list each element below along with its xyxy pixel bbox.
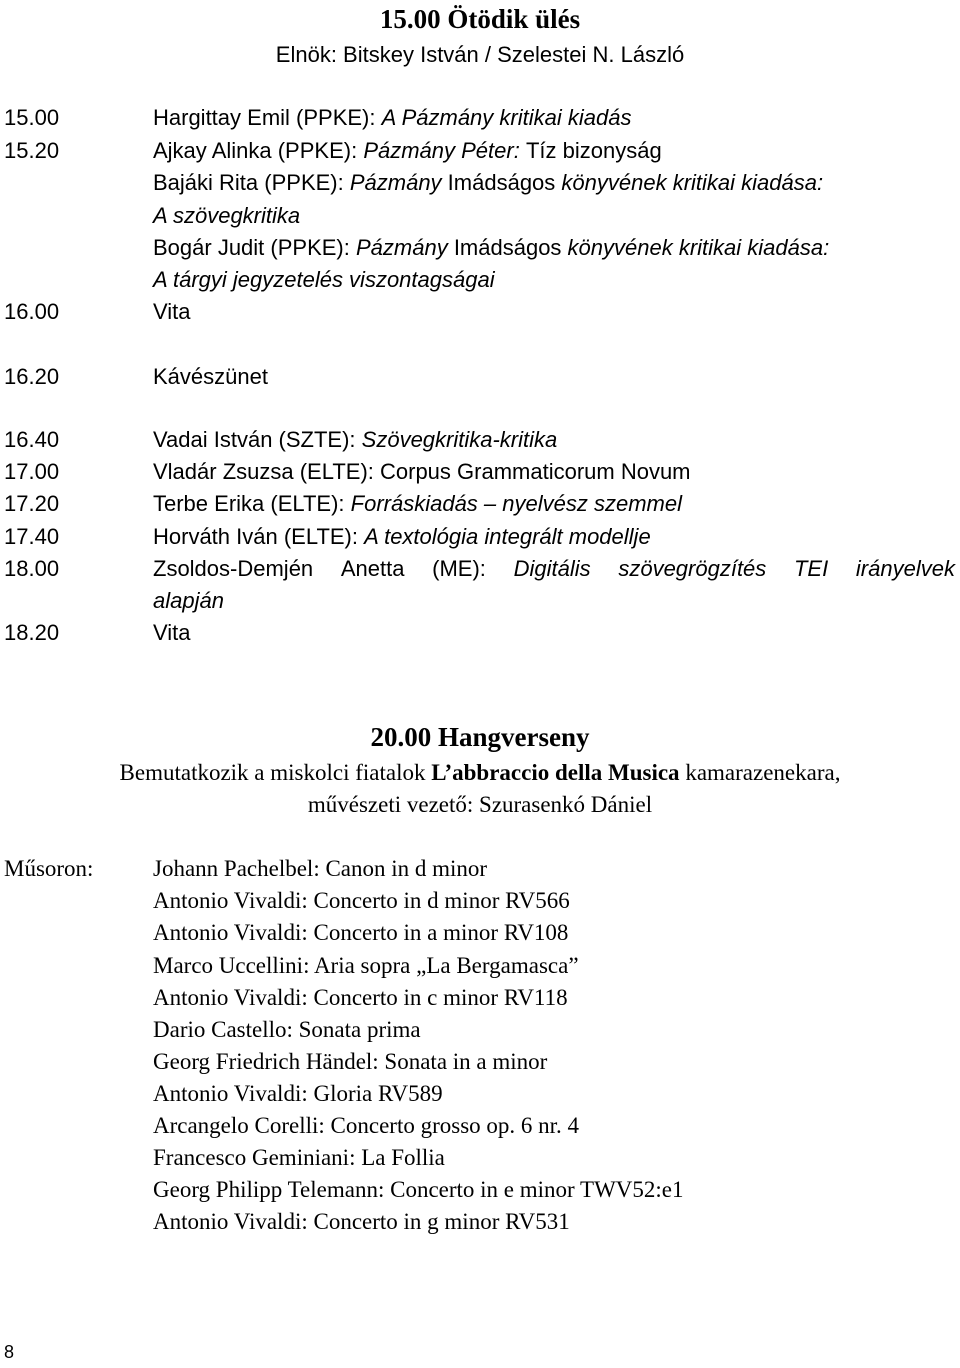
time-1600: 16.00 [4, 299, 60, 324]
talk-title-word: TEI [793, 556, 829, 581]
program-item [153, 140, 662, 162]
talk-title-line2: alapján [153, 588, 224, 613]
concert-intro-text: kamarazenekara, [679, 760, 841, 785]
time-1520: 15.20 [4, 138, 60, 163]
speaker-word: (ME): [432, 556, 486, 581]
speaker: Bogár Judit (PPKE): [153, 235, 356, 260]
talk-title: Szövegkritika-kritika [361, 427, 558, 452]
session-title: 15.00 Ötödik ülés [379, 4, 581, 34]
program-label: Műsoron: [4, 856, 94, 881]
discussion-label: Vita [153, 299, 191, 324]
time-1700: 17.00 [4, 459, 60, 484]
speaker: Bajáki Rita (PPKE): [153, 170, 350, 195]
talk-title: A textológia integrált modellje [364, 524, 651, 549]
piece-item: Arcangelo Corelli: Concerto grosso op. 6 nr. 4 [153, 1113, 580, 1138]
talk-title-part: Pázmány [355, 235, 454, 260]
concert-intro-text: Bemutatkozik a miskolci fiatalok [119, 760, 432, 785]
piece-item: Georg Friedrich Händel: Sonata in a minor [153, 1049, 548, 1074]
concert-director: művészeti vezető: Szurasenkó Dániel [307, 792, 653, 817]
talk-title-part: Pázmány [349, 170, 448, 195]
speaker: Ajkay Alinka (PPKE): [153, 138, 364, 163]
talk-title-italic: Pázmány Péter: [363, 138, 526, 163]
talk-title: Forráskiadás – nyelvész szemmel [350, 491, 682, 516]
concert-intro [0, 761, 960, 784]
talk-title-line2: A tárgyi jegyzetelés viszontagságai [153, 267, 495, 292]
talk-title-rest: Tíz bizonyság [525, 138, 662, 163]
speaker: Horváth Iván (ELTE): [153, 524, 365, 549]
piece-item: Marco Uccellini: Aria sopra „La Bergamasca” [153, 953, 579, 978]
program-item [153, 526, 651, 548]
ensemble-name: L’abbraccio della Musica [431, 760, 680, 785]
program-item [153, 493, 682, 515]
session-chair: Elnök: Bitskey István / Szelestei N. László [275, 42, 685, 67]
program-item [153, 558, 955, 580]
piece-item: Antonio Vivaldi: Gloria RV589 [153, 1081, 443, 1106]
talk-title-word: irányelvek [855, 556, 955, 581]
talk-title-part: könyvének kritikai kiadása: [561, 235, 830, 260]
piece-item: Johann Pachelbel: Canon in d minor [153, 856, 488, 881]
speaker-word: Zsoldos-Demjén [153, 556, 314, 581]
piece-item: Antonio Vivaldi: Concerto in g minor RV531 [153, 1209, 570, 1234]
coffee-break-label: Kávészünet [153, 364, 268, 389]
time-1800: 18.00 [4, 556, 60, 581]
talk-title: A Pázmány kritikai kiadás [381, 105, 632, 130]
time-1820: 18.20 [4, 620, 60, 645]
program-item [153, 429, 557, 451]
program-item [153, 237, 829, 259]
piece-item: Antonio Vivaldi: Concerto in d minor RV566 [153, 888, 570, 913]
speaker: Vadai István (SZTE): [153, 427, 362, 452]
piece-item: Antonio Vivaldi: Concerto in a minor RV108 [153, 920, 569, 945]
page-number: 8 [4, 1342, 15, 1362]
piece-item: Georg Philipp Telemann: Concerto in e minor TWV52:e1 [153, 1177, 684, 1202]
piece-item: Dario Castello: Sonata prima [153, 1017, 421, 1042]
discussion-label: Vita [153, 620, 191, 645]
speaker: Hargittay Emil (PPKE): [153, 105, 382, 130]
time-1500: 15.00 [4, 105, 60, 130]
time-1640: 16.40 [4, 427, 60, 452]
speaker: Terbe Erika (ELTE): [153, 491, 351, 516]
talk-title-word: szövegrögzítés [618, 556, 767, 581]
program-item: Vladár Zsuzsa (ELTE): Corpus Grammaticorum Novum [153, 459, 691, 484]
program-item [153, 172, 823, 194]
speaker-word: Anetta [340, 556, 405, 581]
talk-title-word: Digitális [513, 556, 591, 581]
piece-item: Francesco Geminiani: La Follia [153, 1145, 445, 1170]
concert-title: 20.00 Hangverseny [370, 722, 590, 752]
talk-title-part: Imádságos [453, 235, 562, 260]
talk-title-part: Imádságos [447, 170, 556, 195]
time-1740: 17.40 [4, 524, 60, 549]
time-1620: 16.20 [4, 364, 60, 389]
program-item [153, 107, 631, 129]
piece-item: Antonio Vivaldi: Concerto in c minor RV118 [153, 985, 568, 1010]
time-1720: 17.20 [4, 491, 60, 516]
talk-title-line2: A szövegkritika [153, 203, 301, 228]
talk-title-part: könyvének kritikai kiadása: [555, 170, 824, 195]
